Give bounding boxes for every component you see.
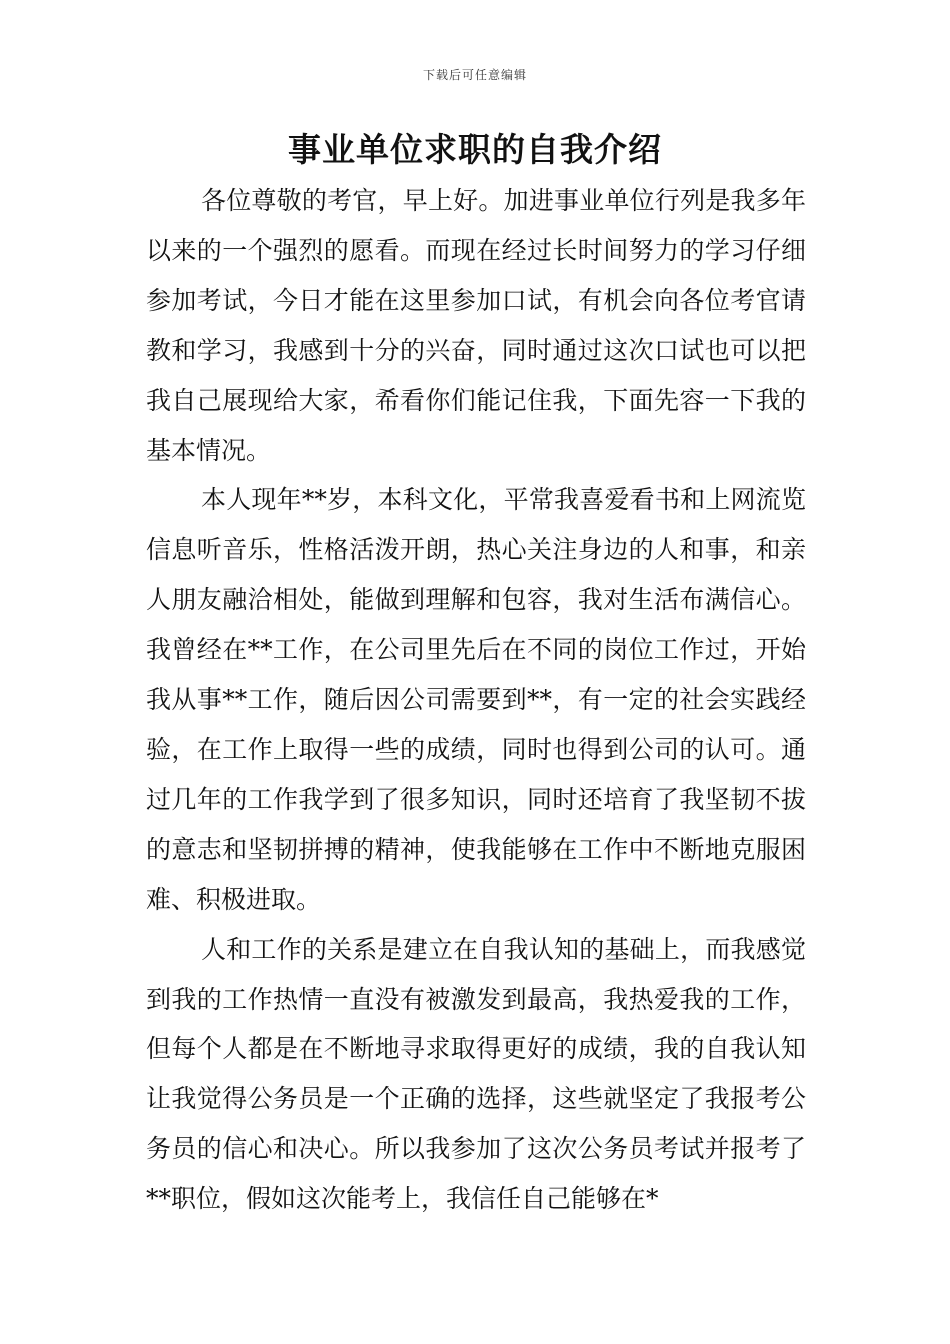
paragraph-2: 本人现年**岁，本科文化，平常我喜爱看书和上网流览信息听音乐，性格活泼开朗，热心关注身边的人和事，和亲人朋友融洽相处，能做到理解和包容，我对生活布满信心。我曾经在**工作，在公司里先后在不同的岗位工作过，开始我从事**工作，随后因公司需要到**，有一定的社会实践经验，在工作上取得一些的成绩，同时也得到公司的认可。通过几年的工作我学到了很多知识，同时还培育了我坚韧不拔的意志和坚韧拼搏的精神，使我能够在工作中不断地克服困难、积极进取。: [146, 485, 806, 914]
document-body: [146, 176, 806, 1224]
page-header-note: 下载后可任意编辑: [422, 68, 527, 82]
paragraph-1: 各位尊敬的考官，早上好。加进事业单位行列是我多年以来的一个强烈的愿看。而现在经过长时间努力的学习仔细参加考试，今日才能在这里参加口试，有机会向各位考官请教和学习，我感到十分的兴奋，同时通过这次口试也可以把我自己展现给大家，希看你们能记住我，下面先容一下我的基本情况。: [146, 186, 806, 465]
document-title: 事业单位求职的自我介绍: [288, 130, 662, 169]
paragraph-3: 人和工作的关系是建立在自我认知的基础上，而我感觉到我的工作热情一直没有被激发到最高，我热爱我的工作，但每个人都是在不断地寻求取得更好的成绩，我的自我认知让我觉得公务员是一个正确的选择，这些就坚定了我报考公务员的信心和决心。所以我参加了这次公务员考试并报考了**职位，假如这次能考上，我信任自己能够在*: [146, 934, 806, 1214]
